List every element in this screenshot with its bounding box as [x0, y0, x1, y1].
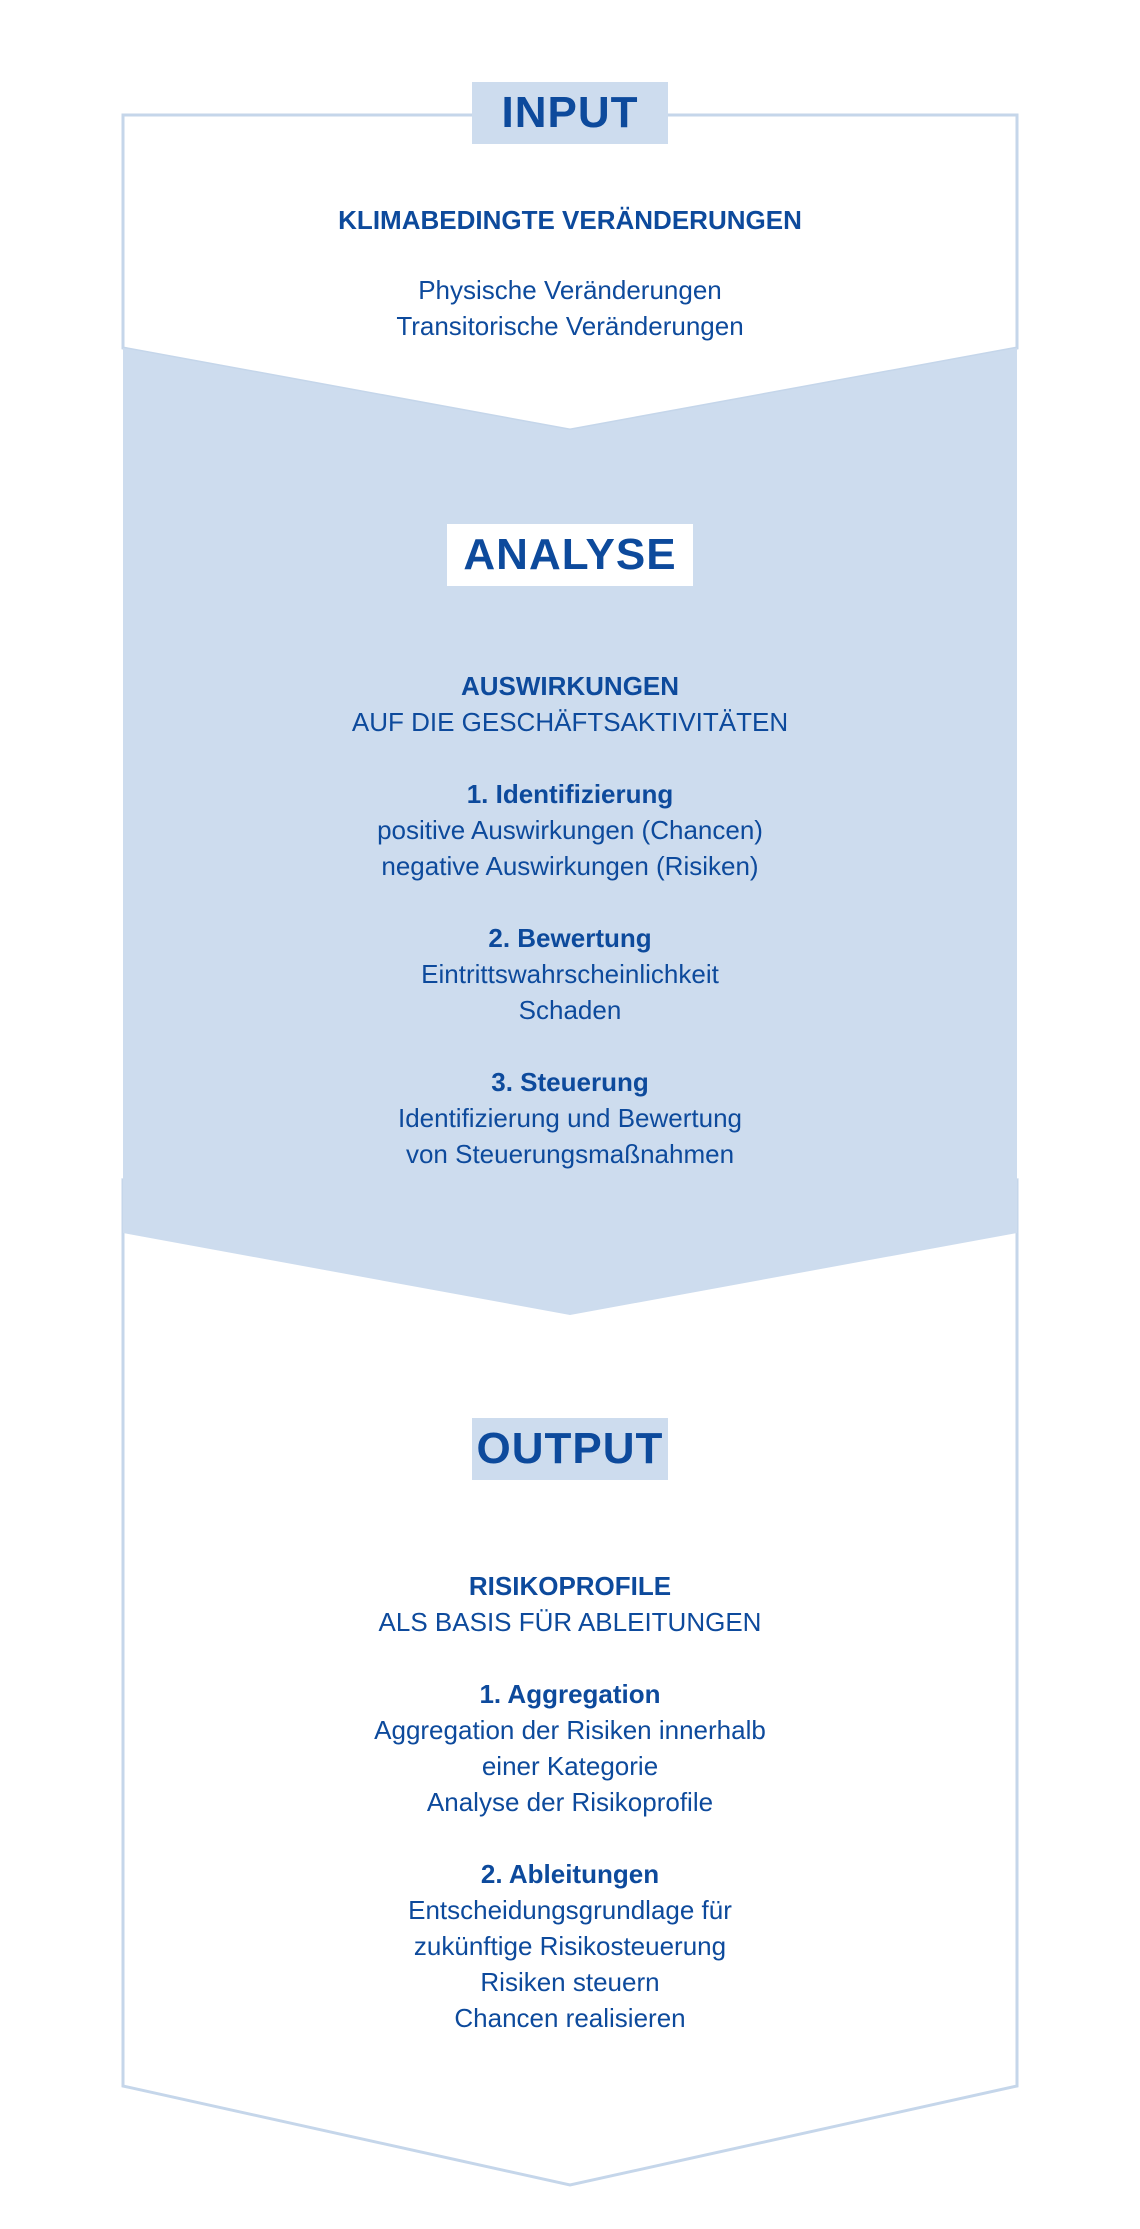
- input-line: Transitorische Veränderungen: [396, 311, 744, 341]
- output-step-line: Entscheidungsgrundlage für: [408, 1895, 732, 1925]
- output-step-line: Chancen realisieren: [454, 2003, 686, 2033]
- output-step-title: 1. Aggregation: [479, 1679, 661, 1709]
- output-step-title: 2. Ableitungen: [480, 1859, 660, 1889]
- analyse-subheading: AUF DIE GESCHÄFTSAKTIVITÄTEN: [351, 707, 789, 737]
- analyse-step-line: negative Auswirkungen (Risiken): [381, 851, 759, 881]
- analyse-heading: AUSWIRKUNGEN: [460, 671, 680, 701]
- analyse-step-line: Identifizierung und Bewertung: [397, 1103, 742, 1133]
- output-subheading: ALS BASIS FÜR ABLEITUNGEN: [378, 1607, 762, 1637]
- input-content: [123, 202, 1017, 344]
- output-step-line: Risiken steuern: [480, 1967, 660, 1997]
- analyse-step-line: Schaden: [518, 995, 622, 1025]
- analyse-label: ANALYSE: [447, 524, 693, 586]
- analyse-step-line: positive Auswirkungen (Chancen): [377, 815, 763, 845]
- output-heading: RISIKOPROFILE: [468, 1571, 672, 1601]
- output-step-line: zukünftige Risikosteuerung: [413, 1931, 727, 1961]
- output-label: OUTPUT: [472, 1418, 668, 1480]
- output-step-line: Aggregation der Risiken innerhalb: [374, 1715, 766, 1745]
- input-heading: KLIMABEDINGTE VERÄNDERUNGEN: [338, 205, 802, 235]
- analyse-step-title: 1. Identifizierung: [466, 779, 674, 809]
- analyse-step-line: von Steuerungsmaßnahmen: [405, 1139, 735, 1169]
- analyse-step-line: Eintrittswahrscheinlichkeit: [421, 959, 719, 989]
- output-content: [123, 1568, 1017, 2036]
- analyse-step-title: 2. Bewertung: [488, 923, 652, 953]
- analyse-step-title: 3. Steuerung: [491, 1067, 649, 1097]
- input-label: INPUT: [472, 82, 668, 144]
- analyse-content: [123, 668, 1017, 1172]
- output-step-line: Analyse der Risikoprofile: [426, 1787, 714, 1817]
- output-step-line: einer Kategorie: [481, 1751, 659, 1781]
- input-line: Physische Veränderungen: [418, 275, 722, 305]
